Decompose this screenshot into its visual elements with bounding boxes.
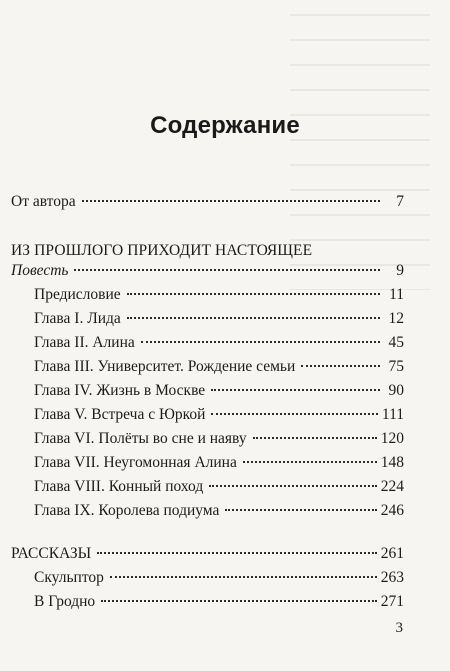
toc-entry <box>34 590 404 613</box>
toc-entry <box>11 190 404 213</box>
toc-entry-label: Глава III. Университет. Рождение семьи <box>34 358 296 375</box>
toc-entry-label: Глава VII. Неугомонная Алина <box>34 454 237 471</box>
toc-entry-label: Глава I. Лида <box>34 310 121 327</box>
part-title: ИЗ ПРОШЛОГО ПРИХОДИТ НАСТОЯЩЕЕ <box>11 242 313 259</box>
toc-entry-label: Глава V. Встреча с Юркой <box>34 406 206 423</box>
toc-entry-page: 148 <box>380 454 404 471</box>
toc-entry-page: 45 <box>388 334 404 351</box>
toc-entry-page: 246 <box>380 502 404 519</box>
toc-leader <box>301 351 380 367</box>
toc-entry-page: 224 <box>380 478 404 495</box>
toc-entry-label: Глава IV. Жизнь в Москве <box>34 382 206 399</box>
toc-entry-page: 11 <box>389 286 404 303</box>
toc-leader <box>209 471 377 487</box>
toc-entry-label: Глава IX. Королева подиума <box>34 502 220 519</box>
toc-entry-label: Повесть <box>11 262 69 279</box>
toc-entry-label: В Гродно <box>34 593 96 610</box>
toc-leader <box>211 399 377 415</box>
toc-entry-page: 9 <box>396 262 404 279</box>
toc-entry-page: 75 <box>388 358 404 375</box>
toc-entry-label: Глава VI. Полёты во сне и наяву <box>34 430 247 447</box>
toc-leader <box>127 303 380 319</box>
toc-entry-page: 111 <box>381 406 404 423</box>
toc-leader <box>74 255 380 271</box>
toc-entry-page: 271 <box>380 593 404 610</box>
toc-entry-label: РАССКАЗЫ <box>11 545 92 562</box>
toc-leader <box>82 186 380 202</box>
toc-leader <box>97 538 377 554</box>
toc-entry-label: Глава VIII. Конный поход <box>34 478 204 495</box>
toc-entry-page: 120 <box>380 430 404 447</box>
toc-leader <box>211 375 380 391</box>
toc-entry-page: 261 <box>380 545 404 562</box>
page-number: 3 <box>395 620 403 636</box>
toc-leader <box>243 447 377 463</box>
toc-leader <box>110 562 377 578</box>
toc-leader <box>253 423 377 439</box>
toc-entry <box>34 499 404 522</box>
toc-heading: Содержание <box>150 112 300 139</box>
toc-entry-page: 12 <box>388 310 404 327</box>
toc-leader <box>101 586 377 602</box>
toc-entry-page: 7 <box>396 193 404 210</box>
toc-leader <box>141 327 380 343</box>
toc-entry-label: Глава II. Алина <box>34 334 135 351</box>
toc-entry-label: Скульптор <box>34 569 104 586</box>
toc-leader <box>127 279 380 295</box>
toc-entry-label: От автора <box>11 193 76 210</box>
toc-entry-page: 90 <box>388 382 404 399</box>
toc-entry-page: 263 <box>380 569 404 586</box>
toc-entry-label: Предисловие <box>34 286 121 303</box>
toc-leader <box>225 495 376 511</box>
